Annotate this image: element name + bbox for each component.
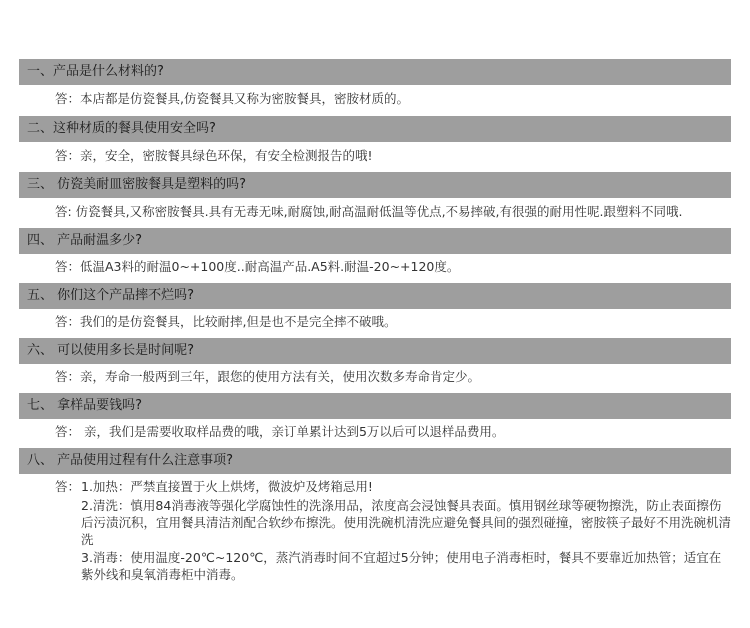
question-2: 二、这种材质的餐具使用安全吗? [19, 116, 731, 142]
answer-2: 答：亲，安全，密胺餐具绿色环保，有安全检测报告的哦! [55, 148, 373, 163]
question-7: 七、 拿样品要钱吗? [19, 393, 731, 419]
question-1: 一、产品是什么材料的? [19, 59, 731, 85]
answer-1: 答：本店都是仿瓷餐具,仿瓷餐具又称为密胺餐具，密胺材质的。 [55, 91, 409, 106]
answer-6: 答：亲，寿命一般两到三年，跟您的使用方法有关，使用次数多寿命肯定少。 [55, 369, 481, 384]
answer-3: 答: 仿瓷餐具,又称密胺餐具.具有无毒无味,耐腐蚀,耐高温耐低温等优点,不易摔破,有很强的耐用性呢.跟塑料不同哦. [55, 204, 683, 219]
question-5: 五、 你们这个产品摔不烂吗? [19, 283, 731, 309]
question-8: 八、 产品使用过程有什么注意事项? [19, 448, 731, 474]
answer-8-prefix: 答： [55, 479, 81, 494]
note-disinfection: 3.消毒：使用温度-20℃~120℃，蒸汽消毒时间不宜超过5分钟；使用电子消毒柜时，餐具不要靠近加热管；适宜在紫外线和臭氧消毒柜中消毒。 [81, 550, 722, 582]
answer-5: 答：我们的是仿瓷餐具，比较耐摔,但是也不是完全摔不破哦。 [55, 314, 397, 329]
question-6: 六、 可以使用多长是时间呢? [19, 338, 731, 364]
question-3: 三、 仿瓷美耐皿密胺餐具是塑料的吗? [19, 172, 731, 198]
question-4: 四、 产品耐温多少? [19, 228, 731, 254]
answer-7: 答： 亲，我们是需要收取样品费的哦，亲订单累计达到5万以后可以退样品费用。 [55, 424, 505, 439]
note-heating: 1.加热：严禁直接置于火上烘烤，微波炉及烤箱忌用! [81, 479, 373, 494]
note-cleaning: 2.清洗：慎用84消毒液等强化学腐蚀性的洗涤用品，浓度高会浸蚀餐具表面。慎用钢丝球等硬物擦洗，防止表面擦伤后污渍沉积，宜用餐具清洁剂配合软纱布擦洗。使用洗碗机清洗应避免餐具间的强烈碰撞，密胺筷子最好不用洗碗机清洗 [81, 498, 732, 547]
answer-4: 答：低温A3料的耐温0~+100度..耐高温产品.A5料.耐温-20~+120度。 [55, 259, 460, 274]
